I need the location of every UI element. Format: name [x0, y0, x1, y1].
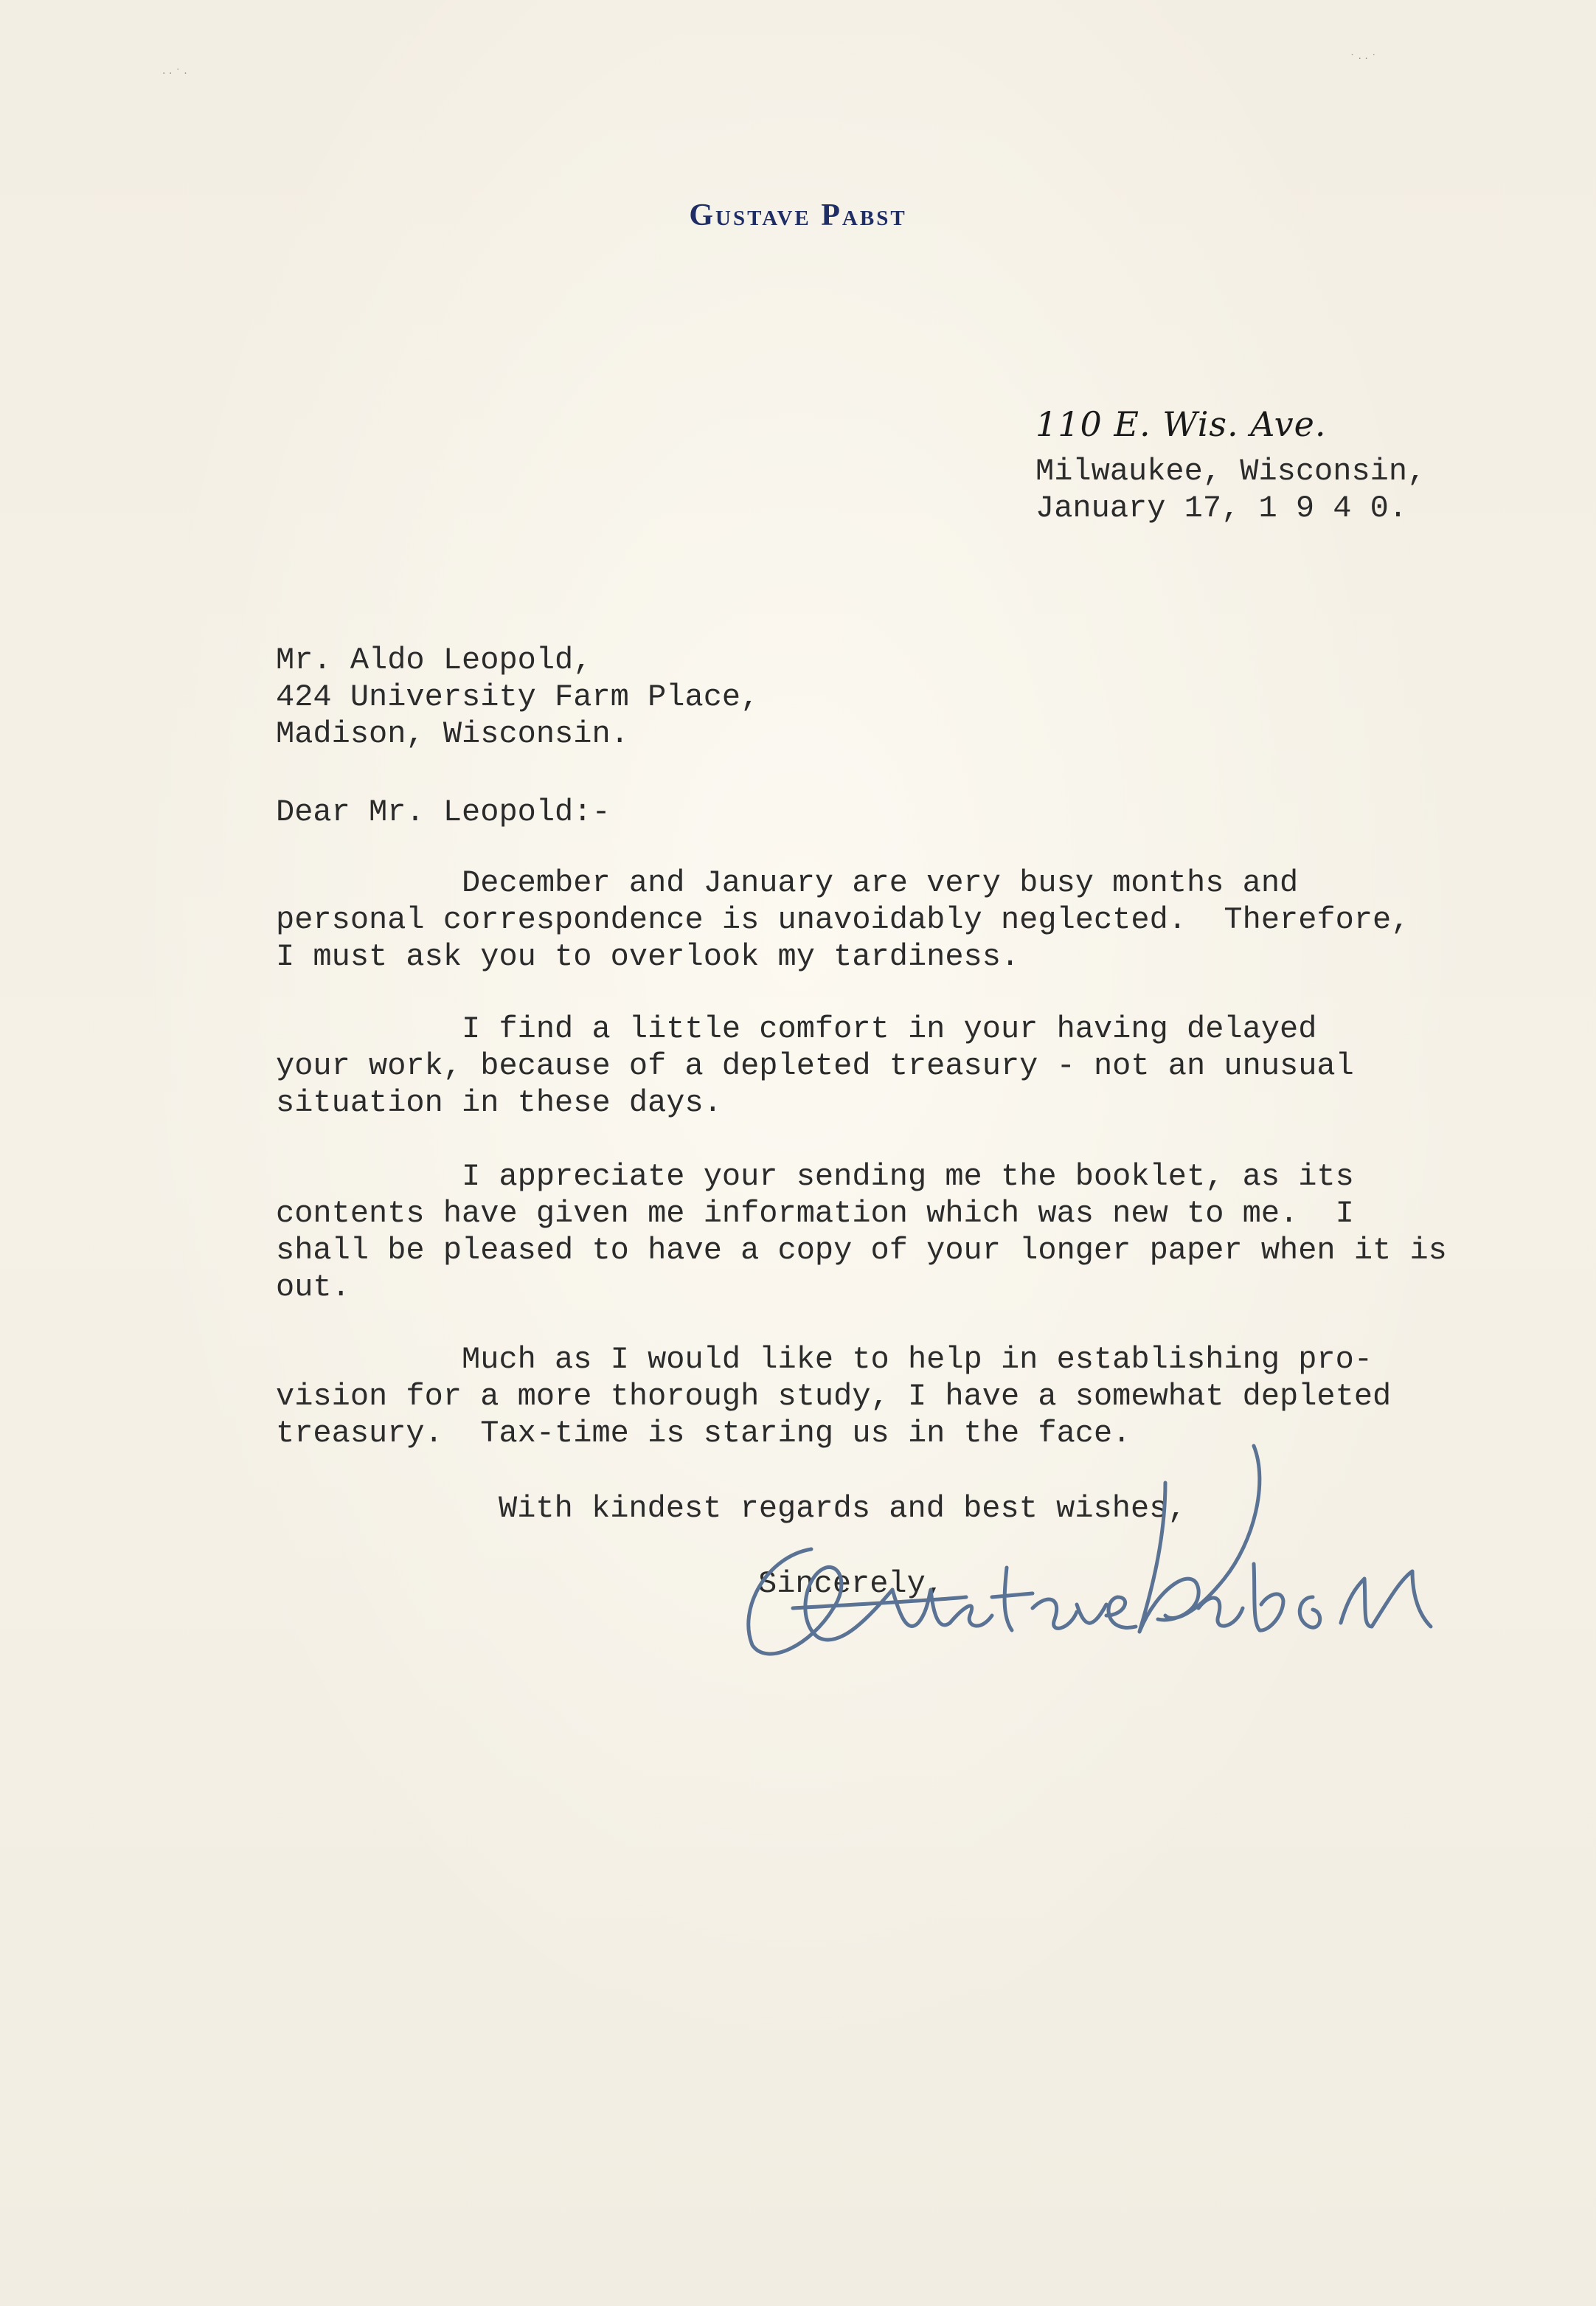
sender-city: Milwaukee, Wisconsin,: [1035, 454, 1426, 489]
paper-speck: · · ˙ ·: [162, 68, 187, 80]
paragraph-line: I appreciate your sending me the booklet, as its: [276, 1159, 1354, 1194]
sign-off: Sincerely,: [758, 1566, 945, 1602]
recipient-block: [276, 642, 759, 752]
paragraph-line: shall be pleased to have a copy of your longer paper when it is: [276, 1233, 1447, 1268]
paragraph-line: situation in these days.: [276, 1085, 722, 1121]
paragraph-line: your work, because of a depleted treasury - not an unusual: [276, 1048, 1354, 1084]
paragraph-2: [276, 1011, 1354, 1121]
handwritten-street-address: 110 E. Wis. Ave.: [1035, 404, 1327, 444]
letterhead-name: Gustave Pabst: [689, 198, 907, 232]
paragraph-line: vision for a more thorough study, I have a somewhat depleted: [276, 1379, 1392, 1414]
signature-strokes: [723, 1438, 1497, 1719]
recipient-line-1: Mr. Aldo Leopold,: [276, 643, 592, 678]
paragraph-line: I must ask you to overlook my tardiness.: [276, 939, 1020, 974]
paragraph-line: Much as I would like to help in establishing pro-: [276, 1342, 1373, 1377]
handwritten-signature: [723, 1438, 1497, 1719]
paragraph-line: personal correspondence is unavoidably neglected. Therefore,: [276, 902, 1410, 938]
signature-ink: [749, 1446, 1431, 1654]
closing-line: With kindest regards and best wishes,: [499, 1491, 1187, 1526]
paragraph-line: treasury. Tax-time is staring us in the face.: [276, 1416, 1131, 1451]
paragraph-line: I find a little comfort in your having delayed: [276, 1011, 1317, 1047]
recipient-line-3: Madison, Wisconsin.: [276, 716, 629, 752]
salutation: Dear Mr. Leopold:-: [276, 794, 611, 830]
paragraph-line: December and January are very busy months and: [276, 865, 1299, 901]
paragraph-4: [276, 1341, 1391, 1452]
paragraph-line: contents have given me information which was new to me. I: [276, 1196, 1354, 1231]
paper-speck: ˙ · · ˙: [1350, 53, 1377, 65]
sender-block: [1035, 453, 1426, 527]
paragraph-3: [276, 1158, 1447, 1306]
paragraph-1: [276, 865, 1409, 975]
letter-date: January 17, 1 9 4 0.: [1035, 491, 1408, 526]
recipient-line-2: 424 University Farm Place,: [276, 679, 760, 715]
paragraph-line: out.: [276, 1270, 350, 1305]
